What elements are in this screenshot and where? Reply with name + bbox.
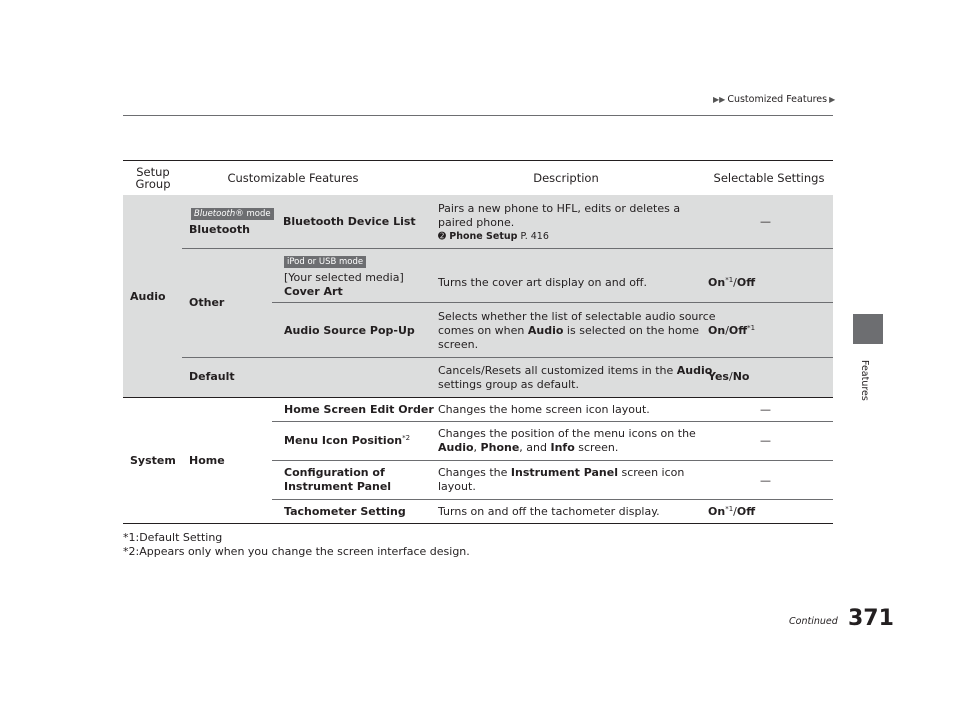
separator: / <box>733 505 737 518</box>
desc-text: is selected on the home <box>563 324 700 337</box>
feature-instrument-panel <box>284 466 391 494</box>
desc-tachometer-setting: Turns on and off the tachometer display. <box>438 505 660 518</box>
setting-off: Off <box>736 505 756 518</box>
desc-line: settings group as default. <box>438 378 579 391</box>
footnote-1: *1:Default Setting <box>123 531 223 544</box>
setting-instrument-panel: — <box>760 474 771 487</box>
row-divider <box>272 499 833 500</box>
setting-cover-art <box>708 276 755 290</box>
ipod-usb-mode-badge: iPod or USB mode <box>284 256 366 268</box>
table-bottom-rule <box>123 523 833 524</box>
desc-cover-art: Turns the cover art display on and off. <box>438 276 647 289</box>
desc-bluetooth-device-list <box>438 202 680 244</box>
feature-bluetooth-device-list: Bluetooth Device List <box>283 215 416 228</box>
desc-emph: Info <box>550 441 575 454</box>
desc-line <box>438 324 716 338</box>
desc-emph: Audio <box>438 441 474 454</box>
desc-emph: Phone <box>480 441 520 454</box>
feature-line: Configuration of <box>284 466 385 479</box>
desc-line: Selects whether the list of selectable audio source <box>438 310 716 323</box>
desc-line: paired phone. <box>438 216 515 229</box>
row-divider <box>182 248 833 249</box>
row-divider <box>123 397 833 398</box>
setting-bluetooth-device-list: — <box>760 215 771 228</box>
separator: / <box>725 324 729 337</box>
continued-label: Continued <box>789 616 838 627</box>
desc-instrument-panel <box>438 466 684 494</box>
triangle-right-icon: ▶▶ <box>713 95 726 104</box>
feature-audio-source-popup: Audio Source Pop-Up <box>284 324 415 337</box>
triangle-right-icon: ▶ <box>829 95 836 104</box>
setting-audio-source-popup <box>708 324 755 338</box>
setting-yes: Yes <box>708 370 729 383</box>
header-features: Customizable Features <box>227 171 359 185</box>
desc-text: comes on when <box>438 324 528 337</box>
desc-line: Pairs a new phone to HFL, edits or deletes a <box>438 202 681 215</box>
feature-menu-icon-position <box>284 434 410 448</box>
footnote-ref: *1 <box>725 505 734 513</box>
desc-emph: Audio <box>527 324 564 337</box>
header-group-line: Group <box>135 177 171 191</box>
desc-emph: Instrument Panel <box>510 466 618 479</box>
setting-home-screen-edit-order: — <box>760 403 771 416</box>
footnote-2: *2:Appears only when you change the screen interface design. <box>123 545 470 558</box>
group-system: System <box>130 454 176 467</box>
feature-home-screen-edit-order: Home Screen Edit Order <box>284 403 434 416</box>
header-rule <box>123 115 833 116</box>
desc-line: Changes the position of the menu icons on the <box>438 427 696 440</box>
feature-line: Instrument Panel <box>284 480 392 493</box>
page-number: 371 <box>848 606 894 631</box>
desc-line: screen. <box>438 338 479 351</box>
feature-tachometer-setting: Tachometer Setting <box>284 505 406 518</box>
row-divider <box>182 357 833 358</box>
header-settings: Selectable Settings <box>713 171 825 185</box>
setting-on: On <box>708 505 726 518</box>
breadcrumb <box>713 94 835 105</box>
separator: / <box>733 276 737 289</box>
header-setup-group <box>126 166 180 190</box>
setting-off: Off <box>736 276 756 289</box>
feature-cover-art <box>284 271 404 299</box>
desc-text: screen. <box>574 441 619 454</box>
reference-title: Phone Setup <box>449 231 518 242</box>
desc-text: screen icon <box>617 466 685 479</box>
desc-menu-icon-position <box>438 427 696 455</box>
subgroup-home: Home <box>189 454 225 467</box>
setting-no: No <box>732 370 750 383</box>
header-description: Description <box>533 171 599 185</box>
desc-line <box>438 466 684 480</box>
section-label: Features <box>859 360 870 401</box>
setting-on: On <box>708 276 726 289</box>
row-divider <box>272 302 833 303</box>
separator: / <box>728 370 733 383</box>
desc-line <box>438 441 696 455</box>
desc-default <box>438 364 712 392</box>
feature-text: Menu Icon Position <box>284 434 403 447</box>
desc-text: Cancels/Resets all customized items in the <box>438 364 677 377</box>
header-setup-line: Setup <box>136 165 170 179</box>
cross-reference[interactable] <box>438 230 680 244</box>
desc-line: layout. <box>438 480 476 493</box>
breadcrumb-section: Customized Features <box>727 94 828 105</box>
desc-text: , <box>473 441 481 454</box>
desc-home-screen-edit-order: Changes the home screen icon layout. <box>438 403 650 416</box>
desc-audio-source-popup <box>438 310 716 352</box>
reference-arrow-icon: ➋ <box>438 231 450 242</box>
subgroup-bluetooth: Bluetooth <box>189 223 250 236</box>
footnote-ref: *1 <box>747 324 756 332</box>
row-divider <box>272 460 833 461</box>
footnote-ref: *2 <box>402 434 411 442</box>
setting-menu-icon-position: — <box>760 434 771 447</box>
badge-text: Bluetooth <box>194 209 236 219</box>
setting-default <box>708 370 749 384</box>
desc-emph: Audio <box>676 364 713 377</box>
bluetooth-mode-badge <box>191 208 274 220</box>
section-tab <box>853 314 883 344</box>
setting-on: On <box>708 324 726 337</box>
group-audio: Audio <box>130 290 166 303</box>
reference-page: P. 416 <box>520 231 549 242</box>
feature-line: Cover Art <box>284 285 343 298</box>
desc-text: Changes the <box>438 466 511 479</box>
setting-off: Off <box>728 324 748 337</box>
row-divider <box>272 421 833 422</box>
footnote-ref: *1 <box>725 276 734 284</box>
subgroup-default: Default <box>189 370 235 383</box>
badge-text: ® mode <box>235 209 271 219</box>
subgroup-other: Other <box>189 296 225 309</box>
desc-line <box>438 364 712 378</box>
feature-line: [Your selected media] <box>284 271 404 284</box>
setting-tachometer <box>708 505 755 519</box>
desc-text: , and <box>519 441 551 454</box>
